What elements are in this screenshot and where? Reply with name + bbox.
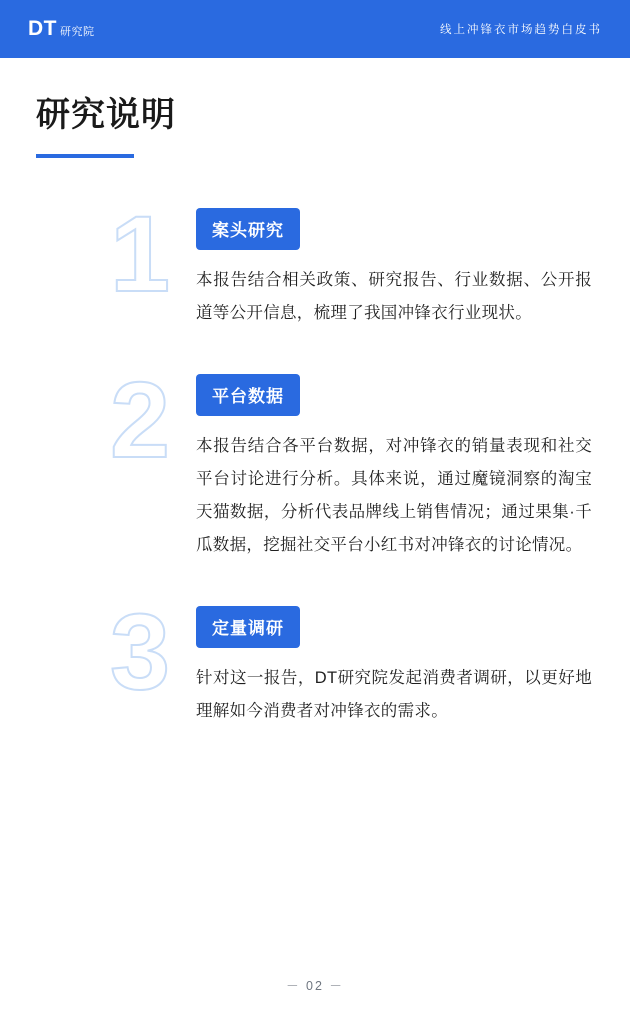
section-badge: 平台数据 xyxy=(196,374,300,416)
page-title: 研究说明 xyxy=(36,96,176,134)
page-header xyxy=(0,0,630,58)
section-badge: 定量调研 xyxy=(196,606,300,648)
page-number: － 02 － xyxy=(286,979,344,993)
section-number: 1 xyxy=(110,193,171,314)
title-underline-rule xyxy=(36,154,134,158)
section-body-text: 本报告结合相关政策、研究报告、行业数据、公开报道等公开信息，梳理了我国冲锋衣行业现状。 xyxy=(196,271,592,322)
header-report-title: 线上冲锋衣市场趋势白皮书 xyxy=(440,24,602,36)
section-badge: 案头研究 xyxy=(196,208,300,250)
page-footer xyxy=(0,976,630,994)
logo-sub-text: 研究院 xyxy=(60,26,95,38)
section-body-text: 针对这一报告，DT研究院发起消费者调研，以更好地理解如今消费者对冲锋衣的需求。 xyxy=(196,669,592,720)
sections-list xyxy=(0,193,630,772)
section-body-text: 本报告结合各平台数据，对冲锋衣的销量表现和社交平台讨论进行分析。具体来说，通过魔镜洞察的淘宝天猫数据，分析代表品牌线上销售情况；通过果集·千瓜数据，挖掘社交平台小红书对冲锋衣的讨论情况。 xyxy=(196,437,592,554)
section-item xyxy=(0,359,630,562)
section-number: 2 xyxy=(110,359,171,480)
section-number: 3 xyxy=(110,591,171,712)
brand-logo xyxy=(28,17,95,41)
title-block xyxy=(36,95,176,158)
section-item xyxy=(0,591,630,728)
logo-main-text: DT xyxy=(28,17,57,40)
section-item xyxy=(0,193,630,330)
